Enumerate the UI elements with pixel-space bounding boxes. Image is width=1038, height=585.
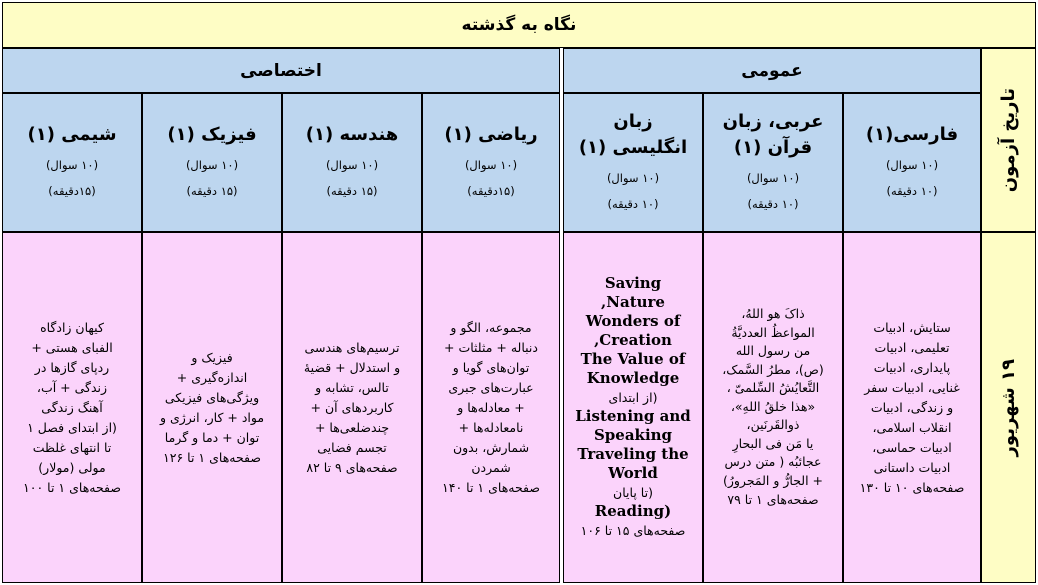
subject-duration: (۱۵دقیقه) (48, 183, 96, 198)
subject-questions: (۱۰ سوال) (45, 157, 99, 172)
content-line: پایداری، ادبیات (873, 359, 951, 375)
content-line: «هذا خلقُ اللهِ»، (730, 398, 816, 414)
subject-questions: (۱۰ سوال) (325, 157, 379, 172)
content-math (422, 232, 560, 583)
content-line: Speaking (593, 426, 673, 444)
content-line: ادبیات حماسی، (872, 439, 952, 455)
content-line: و استدلال + قضیهٔ (303, 359, 401, 375)
exam-date-cell (981, 232, 1036, 583)
content-line: ویژگی‌های فیزیکی (164, 389, 260, 405)
subject-header-english (563, 93, 703, 232)
content-line: The Value of (580, 350, 686, 368)
content-line: Traveling the (577, 445, 689, 463)
content-line: مولی (مولار) (38, 459, 106, 475)
content-line: + الجارُّ و المَجرورُ) (722, 472, 824, 488)
subject-questions: (۱۰ سوال) (606, 170, 660, 185)
group-general (563, 48, 981, 93)
content-line: تجسم فضایی (317, 439, 387, 455)
subject-name: زبان انگلیسی (۱) (578, 110, 688, 158)
content-line: نامعادله‌ها + (458, 419, 524, 435)
content-pages: صفحه‌های ۹ تا ۸۲ (306, 459, 398, 475)
subject-name: فیزیک (۱) (167, 123, 257, 145)
content-line: دنباله + مثلثات + (444, 339, 538, 355)
content-chemistry (2, 232, 142, 583)
content-farsi (843, 232, 981, 583)
content-line: انقلاب اسلامی، (872, 419, 952, 435)
content-line: (از ابتدای (608, 390, 658, 405)
content-line: شمردن (471, 459, 511, 475)
content-line: غنایی، ادبیات سفر (864, 379, 960, 395)
subject-header-chemistry (2, 93, 142, 232)
exam-date-header (981, 48, 1036, 232)
content-line: یا مَن فی البحارِ (732, 435, 814, 451)
content-line: (از ابتدای فصل ۱ (27, 419, 117, 435)
content-line: ترسیم‌های هندسی (304, 339, 400, 355)
subject-name: هندسه (۱) (305, 123, 399, 145)
content-line: تعلیمی، ادبیات (874, 339, 950, 355)
subject-header-math (422, 93, 560, 232)
content-line: عبارت‌های جبری (448, 379, 534, 395)
content-line: Nature, (601, 293, 665, 311)
content-line: (تا پایان (613, 485, 653, 500)
content-line: کیهان زادگاه (40, 319, 104, 335)
content-pages: صفحه‌های ۱ تا ۱۴۰ (442, 479, 540, 495)
content-pages: صفحه‌های ۱ تا ۱۰۰ (23, 479, 121, 495)
content-line: چندضلعی‌ها + (314, 419, 390, 435)
table-title-text: نگاه به گذشته (461, 15, 577, 35)
exam-date-value: ۱۹ شهریور (998, 358, 1019, 457)
content-line: و زندگی، ادبیات (870, 399, 954, 415)
content-line: زندگی + آب، (36, 379, 108, 395)
subject-header-geometry (282, 93, 422, 232)
subject-header-arabic (703, 93, 843, 232)
content-line: توان + دما و گرما (164, 429, 260, 445)
content-line: Creation, (594, 331, 672, 349)
group-specialized-label: اختصاصی (240, 60, 322, 81)
content-line: فیزیک و (191, 349, 233, 365)
subject-name: عربی، زبان قرآن (۱) (722, 110, 824, 158)
content-line: Wonders of (585, 312, 681, 330)
content-line: مواد + کار، انرژی و (159, 409, 265, 425)
content-line: Saving (604, 274, 662, 292)
content-line: الفبای هستی + (31, 339, 113, 355)
content-physics (142, 232, 282, 583)
content-line: World (608, 464, 658, 482)
content-line: ذوالقَرنَین، (746, 417, 800, 432)
content-pages: صفحه‌های ۱۰ تا ۱۳۰ (859, 479, 965, 495)
subject-name: فارسی(۱) (865, 123, 959, 145)
content-line: (ص)، مطرُ السَّمک، (722, 361, 824, 377)
content-line: مجموعه، الگو و (450, 319, 532, 335)
content-line: ستایش، ادبیات (873, 319, 951, 335)
subject-duration: (۱۵دقیقه) (467, 183, 515, 198)
subject-duration: (۱۰ دقیقه) (607, 196, 659, 211)
content-pages: صفحه‌های ۱۵ تا ۱۰۶ (580, 523, 686, 538)
subject-header-farsi (843, 93, 981, 232)
subject-questions: (۱۰ سوال) (885, 157, 939, 172)
content-line: (Reading (594, 502, 672, 520)
content-pages: صفحه‌های ۱ تا ۱۲۶ (163, 449, 261, 465)
content-line: تا انتهای غلظت (32, 439, 112, 455)
content-line: Listening and (575, 407, 691, 425)
subject-duration: (۱۰ دقیقه) (886, 183, 938, 198)
content-english (563, 232, 703, 583)
content-line: + معادله‌ها و (457, 399, 525, 415)
content-line: تالس، تشابه و (315, 379, 389, 395)
content-line: شمارش، بدون (452, 439, 530, 455)
table-title (2, 2, 1036, 48)
subject-duration: (۱۵ دقیقه) (326, 183, 378, 198)
group-specialized (2, 48, 560, 93)
subject-duration: (۱۰ دقیقه) (747, 196, 799, 211)
subject-questions: (۱۰ سوال) (746, 170, 800, 185)
content-line: آهنگ زندگی (41, 399, 103, 415)
content-arabic (703, 232, 843, 583)
subject-name: شیمی (۱) (27, 123, 117, 145)
group-general-label: عمومی (741, 60, 803, 81)
content-geometry (282, 232, 422, 583)
content-line: ردپای گازها در (34, 359, 110, 375)
subject-questions: (۱۰ سوال) (185, 157, 239, 172)
content-line: التَّعایُشُ السِّلمیّ ، (726, 380, 820, 395)
subject-duration: (۱۵ دقیقه) (186, 183, 238, 198)
content-line: Knowledge (586, 369, 680, 387)
content-line: توان‌های گویا و (452, 359, 530, 375)
content-line: المواعظُ العدديَّةُ (731, 324, 815, 340)
content-line: اندازه‌گیری + (176, 369, 248, 385)
content-line: عجائبُه ( متن درس (724, 454, 822, 469)
content-line: من رسول الله (735, 343, 811, 358)
subject-questions: (۱۰ سوال) (464, 157, 518, 172)
content-line: ذاکَ هو اللهُ، (741, 306, 805, 321)
exam-date-header-text: تاریخ آزمون (998, 87, 1019, 193)
content-line: کاربردهای آن + (310, 399, 394, 415)
content-pages: صفحه‌های ۱ تا ۷۹ (727, 492, 819, 507)
subject-header-physics (142, 93, 282, 232)
content-line: ادبیات داستانی (873, 459, 951, 475)
subject-name: ریاضی (۱) (444, 123, 538, 145)
